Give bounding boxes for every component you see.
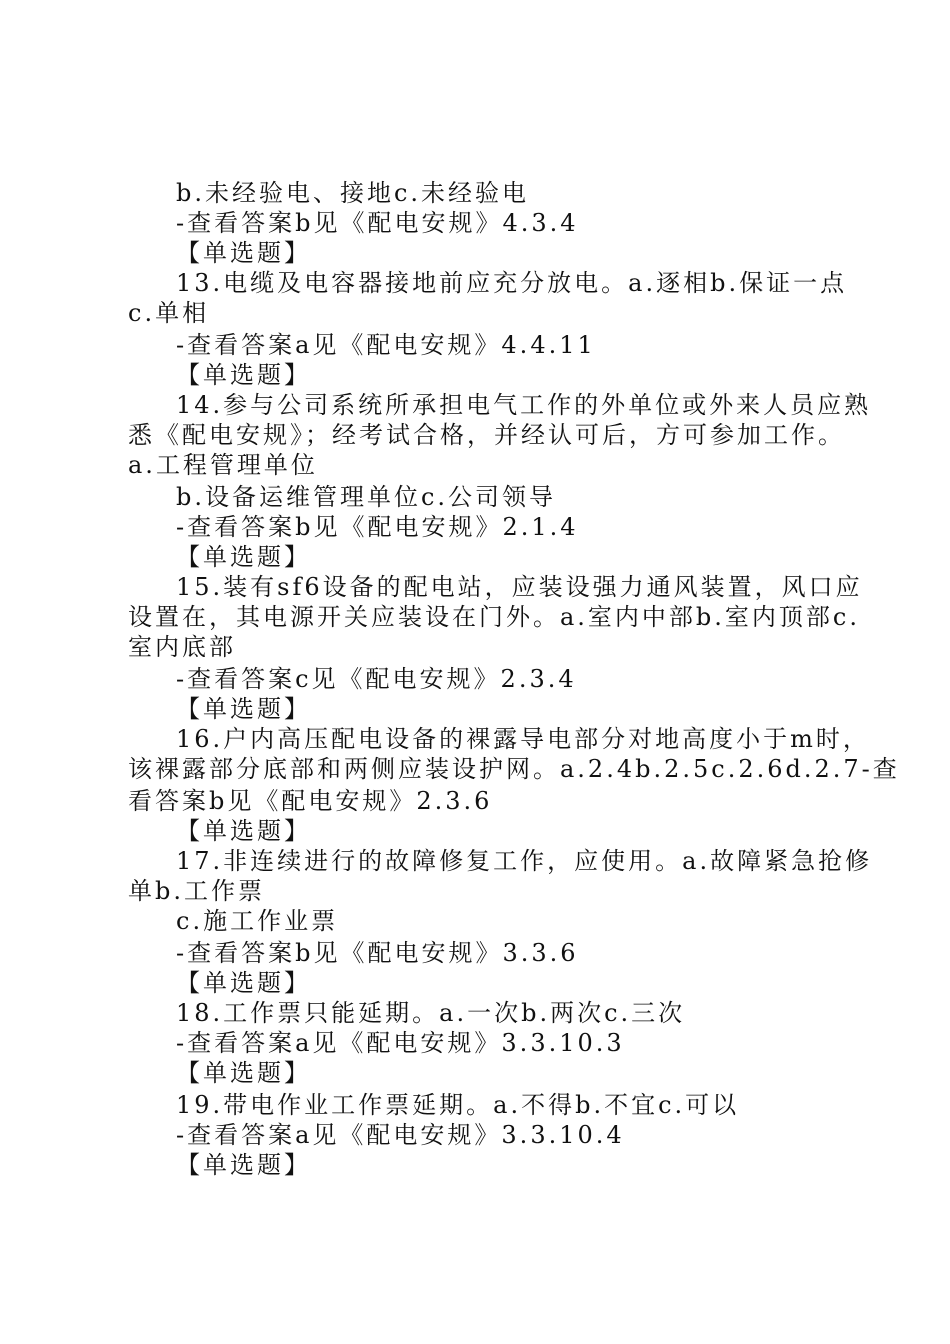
question-type-label: 【单选题】 [176, 239, 311, 267]
question-14: 14.参与公司系统所承担电气工作的外单位或外来人员应熟 [176, 391, 872, 419]
text-line: 悉《配电安规》；经考试合格，并经认可后，方可参加工作。 [128, 421, 845, 449]
answer-line: -查看答案c见《配电安规》2.3.4 [176, 665, 577, 693]
text-line: 该裸露部分底部和两侧应装设护网。a.2.4b.2.5c.2.6d.2.7-查 [128, 755, 900, 783]
question-type-label: 【单选题】 [176, 543, 311, 571]
question-type-label: 【单选题】 [176, 1151, 311, 1179]
answer-line: -查看答案a见《配电安规》4.4.11 [176, 331, 596, 359]
text-line: 看答案b见《配电安规》2.3.6 [128, 787, 493, 815]
question-type-label: 【单选题】 [176, 817, 311, 845]
answer-line: -查看答案b见《配电安规》4.3.4 [176, 209, 579, 237]
text-line: b.未经验电、接地c.未经验电 [176, 179, 530, 207]
question-18: 18.工作票只能延期。a.一次b.两次c.三次 [176, 999, 686, 1027]
text-line: 室内底部 [128, 633, 236, 661]
question-16: 16.户内高压配电设备的裸露导电部分对地高度小于m时， [176, 725, 870, 753]
question-type-label: 【单选题】 [176, 361, 311, 389]
text-line: a.工程管理单位 [128, 451, 318, 479]
question-type-label: 【单选题】 [176, 695, 311, 723]
question-17: 17.非连续进行的故障修复工作，应使用。a.故障紧急抢修 [176, 847, 873, 875]
question-15: 15.装有sf6设备的配电站，应装设强力通风装置，风口应 [176, 573, 863, 601]
answer-line: -查看答案b见《配电安规》2.1.4 [176, 513, 579, 541]
text-line: 单b.工作票 [128, 877, 265, 905]
answer-line: -查看答案a见《配电安规》3.3.10.3 [176, 1029, 625, 1057]
text-line: c.单相 [128, 299, 210, 327]
question-19: 19.带电作业工作票延期。a.不得b.不宜c.可以 [176, 1091, 740, 1119]
question-type-label: 【单选题】 [176, 969, 311, 997]
question-13: 13.电缆及电容器接地前应充分放电。a.逐相b.保证一点 [176, 269, 848, 297]
text-line: b.设备运维管理单位c.公司领导 [176, 483, 557, 511]
answer-line: -查看答案b见《配电安规》3.3.6 [176, 939, 579, 967]
text-line: 设置在，其电源开关应装设在门外。a.室内中部b.室内顶部c. [128, 603, 860, 631]
answer-line: -查看答案a见《配电安规》3.3.10.4 [176, 1121, 625, 1149]
text-line: c.施工作业票 [176, 907, 339, 935]
question-type-label: 【单选题】 [176, 1059, 311, 1087]
